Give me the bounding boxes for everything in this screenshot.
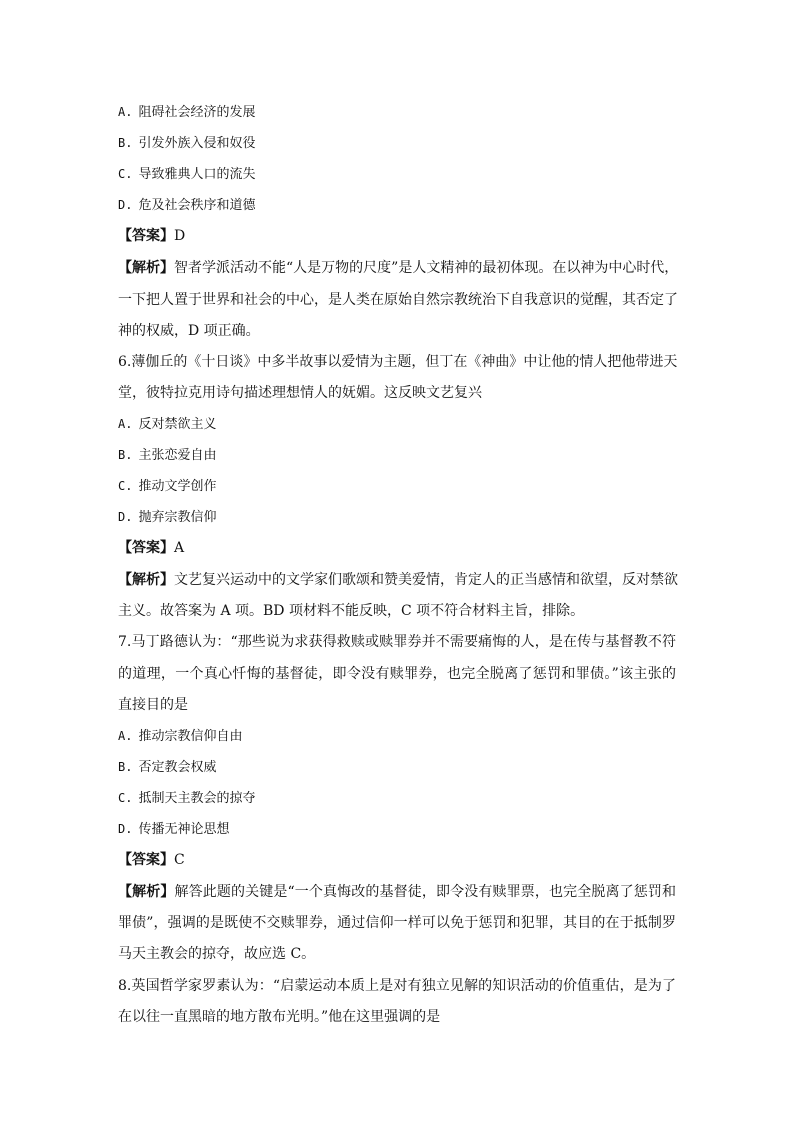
q8-stem-line-1: 8.英国哲学家罗素认为：“启蒙运动本质上是对有独立见解的知识活动的价值重估，是为了: [118, 978, 676, 994]
q6-analysis-line-2: 主义。故答案为 A 项。BD 项材料不能反映，C 项不符合材料主旨，排除。: [118, 603, 585, 619]
q7-analysis-line-1: 【解析】解答此题的关键是“一个真悔改的基督徒，即令没有赎罪票，也完全脱离了惩罚和: [118, 884, 677, 900]
q5-option-a: A. 阻碍社会经济的发展: [118, 105, 256, 120]
q5-answer: 【答案】D: [118, 228, 186, 244]
q6-option-b: B. 主张恋爱自由: [118, 448, 217, 463]
q7-stem-line-1: 7.马丁路德认为：“那些说为求获得救赎或赎罪券并不需要痛悔的人，是在传与基督教不符: [118, 634, 676, 650]
q7-stem-line-3: 直接目的是: [118, 697, 188, 713]
q6-option-a: A. 反对禁欲主义: [118, 417, 217, 432]
q6-analysis-line-1: 【解析】文艺复兴运动中的文学家们歌颂和赞美爱情，肯定人的正当感情和欲望，反对禁欲: [118, 572, 678, 588]
q5-analysis-line-3: 神的权威，D 项正确。: [118, 323, 260, 339]
q7-analysis-line-2: 罪债”，强调的是既使不交赎罪券，通过信仰一样可以免于惩罚和犯罪，其目的在于抵制罗: [118, 915, 676, 931]
q7-option-d: D. 传播无神论思想: [118, 822, 230, 837]
q7-answer: 【答案】C: [118, 852, 185, 868]
q7-option-a: A. 推动宗教信仰自由: [118, 729, 243, 744]
q7-analysis-line-3: 马天主教会的掠夺，故应选 C。: [118, 946, 316, 962]
q5-option-d: D. 危及社会秩序和道德: [118, 198, 256, 213]
q6-option-d: D. 抛弃宗教信仰: [118, 510, 217, 525]
q8-stem-line-2: 在以往一直黑暗的地方散布光明。”他在这里强调的是: [118, 1009, 441, 1025]
q5-option-b: B. 引发外族入侵和奴役: [118, 136, 256, 151]
q6-answer: 【答案】A: [118, 540, 185, 556]
q7-stem-line-2: 的道理，一个真心忏悔的基督徒，即令没有赎罪券，也完全脱离了惩罚和罪债。”该主张的: [118, 666, 676, 682]
q5-option-c: C. 导致雅典人口的流失: [118, 167, 256, 182]
q5-analysis-line-2: 一下把人置于世界和社会的中心，是人类在原始自然宗教统治下自我意识的觉醒，其否定了: [118, 292, 678, 308]
q5-analysis-line-1: 【解析】智者学派活动不能“人是万物的尺度”是人文精神的最初体现。在以神为中心时代，: [118, 260, 679, 276]
q7-option-c: C. 抵制天主教会的掠夺: [118, 791, 256, 806]
q6-stem-line-1: 6.薄伽丘的《十日谈》中多半故事以爱情为主题，但丁在《神曲》中让他的情人把他带进天: [118, 354, 678, 370]
q7-option-b: B. 否定教会权威: [118, 760, 217, 775]
q6-stem-line-2: 堂，彼特拉克用诗句描述理想情人的妩媚。这反映文艺复兴: [118, 385, 482, 401]
q6-option-c: C. 推动文学创作: [118, 479, 217, 494]
